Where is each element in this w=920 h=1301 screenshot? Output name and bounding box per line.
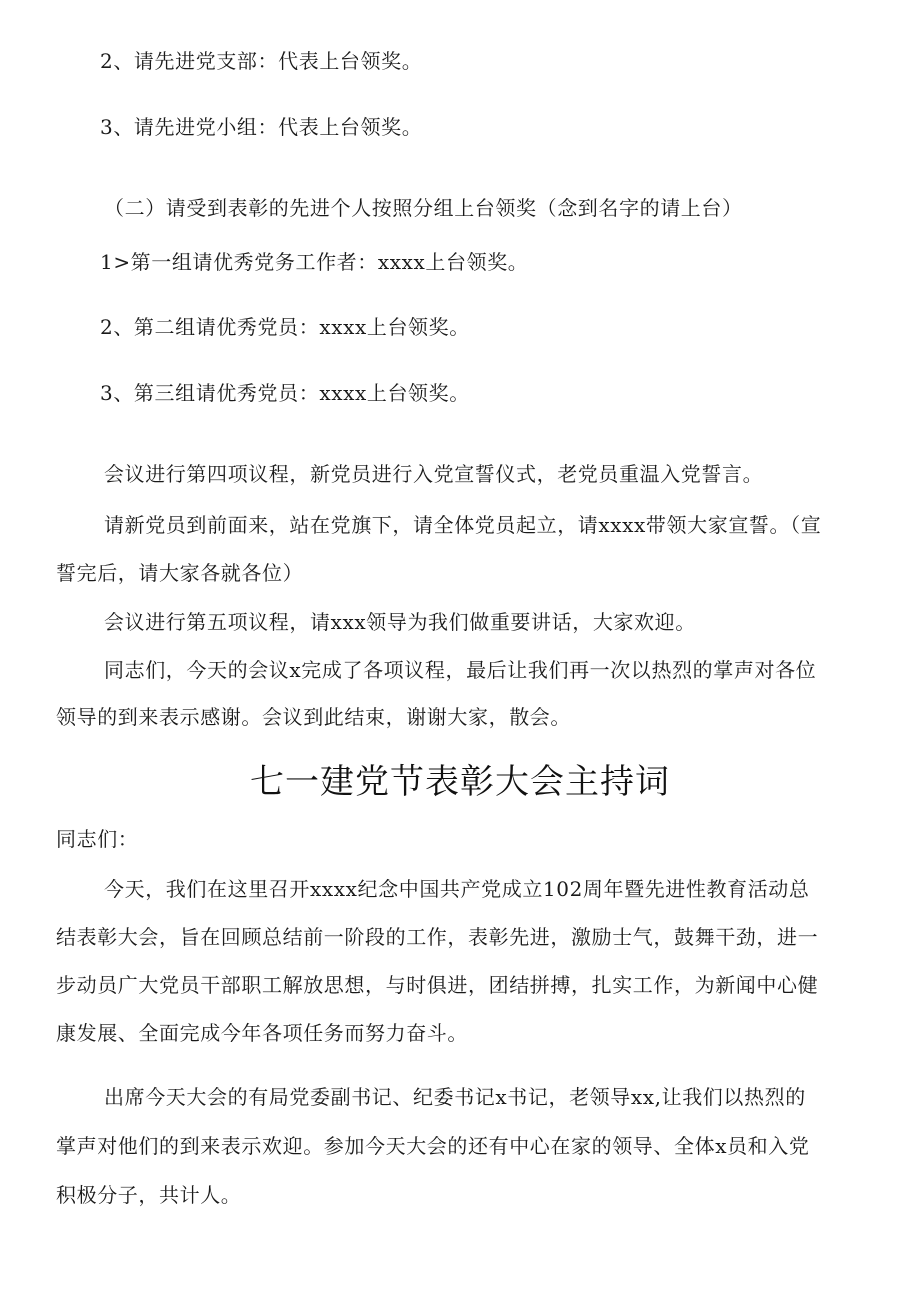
text-line: 步动员广大党员干部职工解放思想，与时俱进，团结拼搏，扎实工作，为新闻中心健 xyxy=(56,973,819,997)
text-line: 会议进行第四项议程，新党员进行入党宣誓仪式，老党员重温入党誓言。 xyxy=(104,462,764,486)
text-line: 同志们，今天的会议x完成了各项议程，最后让我们再一次以热烈的掌声对各位 xyxy=(104,658,817,682)
text-line: 誓完后，请大家各就各位） xyxy=(56,561,304,585)
text-line: 出席今天大会的有局党委副书记、纪委书记x书记，老领导xx,让我们以热烈的 xyxy=(104,1085,806,1109)
text-line: 领导的到来表示感谢。会议到此结束，谢谢大家，散会。 xyxy=(56,705,571,729)
text-line: 掌声对他们的到来表示欢迎。参加今天大会的还有中心在家的领导、全体x员和入党 xyxy=(56,1134,810,1158)
page-title: 七一建党节表彰大会主持词 xyxy=(250,762,670,802)
text-line: 同志们： xyxy=(56,827,139,851)
text-line: 结表彰大会，旨在回顾总结前一阶段的工作，表彰先进，激励士气，鼓舞干劲，进一 xyxy=(56,925,819,949)
text-line: 康发展、全面完成今年各项任务而努力奋斗。 xyxy=(56,1021,468,1045)
text-line: 积极分子，共计人。 xyxy=(56,1183,242,1207)
text-line: （二）请受到表彰的先进个人按照分组上台领奖（念到名字的请上台） xyxy=(104,196,743,220)
text-line: 今天，我们在这里召开xxxx纪念中国共产党成立102周年暨先进性教育活动总 xyxy=(104,877,810,901)
text-line: 3、第三组请优秀党员：xxxx上台领奖。 xyxy=(100,381,470,405)
text-line: 2、第二组请优秀党员：xxxx上台领奖。 xyxy=(100,315,470,339)
text-line: 会议进行第五项议程，请xxx领导为我们做重要讲话，大家欢迎。 xyxy=(104,610,696,634)
text-line: 2、请先进党支部：代表上台领奖。 xyxy=(100,49,423,73)
text-line: 1>第一组请优秀党务工作者：xxxx上台领奖。 xyxy=(100,250,529,274)
text-line: 3、请先进党小组：代表上台领奖。 xyxy=(100,115,423,139)
text-line: 请新党员到前面来，站在党旗下，请全体党员起立，请xxxx带领大家宣誓。（宣 xyxy=(104,513,822,537)
